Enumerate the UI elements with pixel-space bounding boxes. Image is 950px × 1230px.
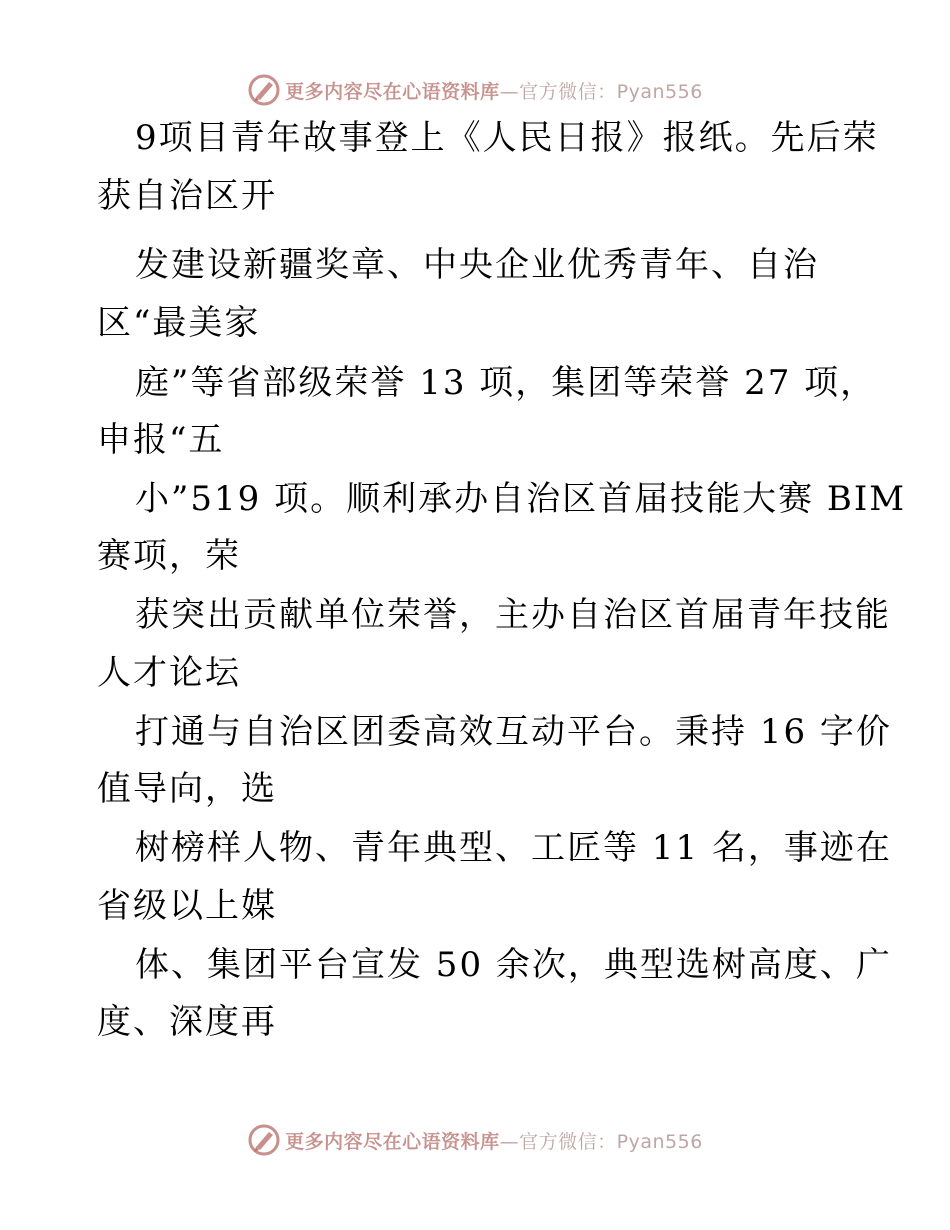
watermark-site: 更多内容尽在心语资料库 [285, 1130, 500, 1153]
text-line-6: 申报“五 [97, 420, 225, 460]
watermark-contact: 官方微信：Pyan556 [519, 1130, 703, 1153]
text-line-15: 体、集团平台宣发 50 余次，典型选树高度、广 [135, 945, 892, 985]
text-line-9: 获突出贡献单位荣誉，主办自治区首届青年技能 [135, 595, 891, 635]
text-line-7: 小”519 项。顺利承办自治区首届技能大赛 BIM [135, 479, 907, 519]
text-line-13: 树榜样人物、青年典型、工匠等 11 名，事迹在 [135, 828, 892, 868]
watermark-text [285, 77, 703, 104]
watermark-contact: 官方微信：Pyan556 [519, 80, 703, 103]
watermark-text [285, 1127, 703, 1154]
pen-logo-icon [247, 73, 281, 107]
watermark-dash: — [499, 1130, 520, 1153]
text-line-10: 人才论坛 [97, 653, 241, 693]
text-line-2: 获自治区开 [97, 176, 277, 216]
text-line-11: 打通与自治区团委高效互动平台。秉持 16 字价 [135, 712, 892, 752]
text-line-1: 9项目青年故事登上《人民日报》报纸。先后荣 [135, 118, 879, 158]
text-line-8: 赛项，荣 [97, 536, 241, 576]
watermark-site: 更多内容尽在心语资料库 [285, 80, 500, 103]
text-line-3: 发建设新疆奖章、中央企业优秀青年、自治 [135, 245, 819, 285]
text-line-5: 庭”等省部级荣誉 13 项，集团等荣誉 27 项， [135, 363, 877, 403]
watermark-dash: — [499, 80, 520, 103]
pen-logo-icon [247, 1123, 281, 1157]
text-line-16: 度、深度再 [97, 1002, 277, 1042]
text-line-14: 省级以上媒 [97, 886, 277, 926]
text-line-4: 区“最美家 [97, 303, 261, 343]
watermark-banner-top [0, 70, 950, 110]
watermark-banner-bottom [0, 1120, 950, 1160]
text-line-12: 值导向，选 [97, 769, 277, 809]
